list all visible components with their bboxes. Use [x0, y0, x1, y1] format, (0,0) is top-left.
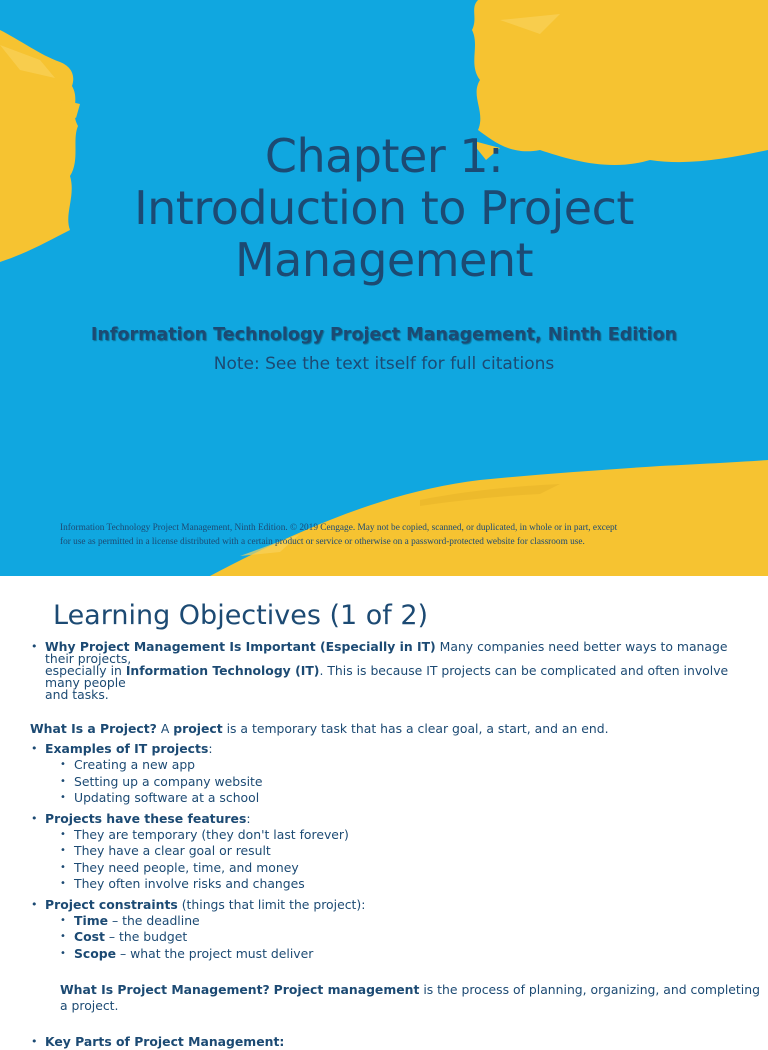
copyright-notice	[60, 521, 720, 549]
key-parts-bullet: • Key Parts of Project Management:	[30, 1034, 760, 1050]
objectives-title: Learning Objectives (1 of 2)	[53, 600, 429, 631]
objectives-body	[30, 641, 760, 1050]
list-item: • Scope – what the project must deliver	[30, 946, 760, 963]
list-item: • They often involve risks and changes	[30, 876, 760, 893]
pm-definition: What Is Project Management? Project management is the process of planning, organizing, and completing a project.	[60, 982, 760, 1013]
constraints-bullet: • Project constraints (things that limit the project):	[30, 897, 760, 913]
slide-subtitle: Information Technology Project Management, Ninth Edition	[90, 325, 678, 345]
title-line-1: Chapter 1:	[264, 129, 504, 183]
list-item: • Time – the deadline	[30, 913, 760, 930]
list-item: • Setting up a company website	[30, 774, 760, 791]
features-bullet: • Projects have these features:	[30, 811, 760, 827]
slide-title	[0, 130, 768, 286]
copyright-line-1: Information Technology Project Management, Ninth Edition. © 2019 Cengage. May not be copied, scanned, or duplicated, in whole or in part, except	[60, 523, 618, 533]
list-item: • Cost – the budget	[30, 929, 760, 946]
citation-note: Note: See the text itself for full citations	[213, 354, 555, 374]
project-definition: What Is a Project? A project is a temporary task that has a clear goal, a start, and an end.	[30, 721, 609, 736]
title-line-2: Introduction to Project	[134, 181, 634, 235]
why-pm-bullet: • Why Project Management Is Important (Especially in IT) Many companies need better ways to manage their projects, especially in Information Technology (IT). This is because IT projects can be complicated and often involve many people and tasks.	[30, 641, 760, 701]
list-item: • They need people, time, and money	[30, 860, 760, 877]
list-item: • Creating a new app	[30, 757, 760, 774]
list-item: • They have a clear goal or result	[30, 843, 760, 860]
title-line-3: Management	[234, 233, 534, 287]
copyright-line-2: for use as permitted in a license distributed with a certain product or service or otherwise on a password-protected website for classroom use.	[60, 537, 585, 547]
list-item: • Updating software at a school	[30, 790, 760, 807]
objectives-slide	[0, 576, 768, 1049]
examples-bullet: • Examples of IT projects:	[30, 741, 760, 757]
list-item: • They are temporary (they don't last forever)	[30, 827, 760, 844]
